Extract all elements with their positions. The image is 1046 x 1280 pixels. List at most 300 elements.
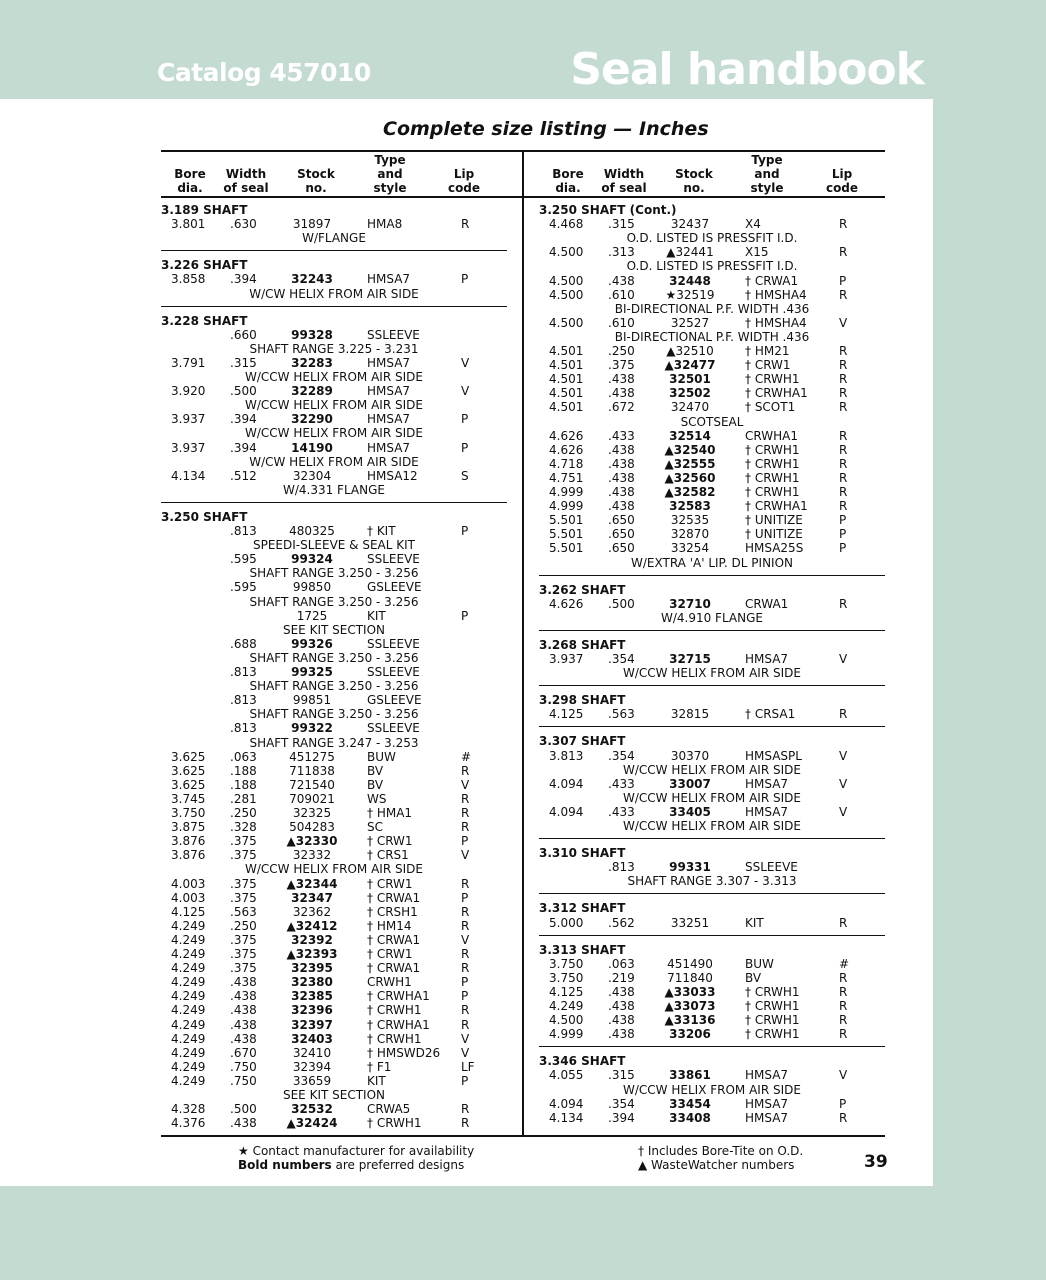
stock-number-cell: 32583 (669, 499, 711, 514)
row-note: W/4.331 FLANGE (282, 482, 385, 497)
bore-cell: 3.750 (171, 806, 206, 820)
width-cell: .433 (608, 804, 635, 819)
type-style-cell: HMSA7 (367, 412, 411, 427)
lip-code-cell: R (461, 1017, 470, 1032)
type-style-cell: CRWH1 (367, 975, 412, 990)
footnote-wastewatcher: ▲ WasteWatcher numbers (638, 1158, 795, 1172)
row-note: O.D. LISTED IS PRESSFIT I.D. (626, 259, 798, 274)
stock-number-cell: 32470 (670, 400, 710, 415)
bore-cell: 4.249 (171, 947, 206, 961)
width-cell: .438 (608, 999, 635, 1013)
stock-number-cell: 32437 (670, 217, 710, 232)
footnote-left (238, 1144, 474, 1172)
stock-number-cell: 32332 (292, 848, 332, 863)
width-cell: .438 (608, 984, 635, 999)
width-cell: .500 (608, 596, 635, 611)
width-cell: .563 (608, 707, 635, 722)
lip-code-cell: P (461, 834, 469, 849)
type-style-cell: † CRWHA1 (745, 499, 808, 514)
row-note: SHAFT RANGE 3.250 - 3.256 (249, 566, 419, 581)
type-style-cell: † CRWHA1 (367, 989, 430, 1004)
bore-cell: 4.626 (549, 596, 584, 611)
type-style-cell: KIT (367, 608, 386, 623)
lip-code-cell: P (839, 273, 847, 288)
lip-code-cell: R (461, 1116, 470, 1131)
stock-number-cell: 451490 (667, 956, 713, 971)
type-style-cell: HMSA7 (367, 272, 411, 287)
lip-code-cell: P (461, 412, 469, 427)
type-style-cell: SSLEEVE (367, 665, 420, 679)
type-style-cell: X4 (745, 217, 761, 232)
header-type-right: Type and style (750, 153, 784, 195)
width-cell: .219 (608, 970, 635, 985)
lip-code-cell: P (461, 272, 469, 287)
stock-number-cell: 32385 (291, 989, 333, 1004)
shaft-section-heading: 3.226 SHAFT (161, 258, 248, 273)
stock-number-cell: 32283 (291, 355, 333, 370)
bore-cell: 3.876 (171, 834, 206, 849)
section-rule (161, 502, 507, 503)
width-cell: .375 (608, 358, 635, 373)
stock-number-cell: 480325 (289, 524, 335, 538)
type-style-cell: † CRWH1 (745, 485, 800, 499)
width-cell: .438 (230, 1017, 257, 1032)
type-style-cell: BV (367, 777, 384, 792)
stock-number-cell: 711838 (289, 763, 335, 778)
width-cell: .063 (230, 749, 257, 764)
type-style-cell: HMSA7 (745, 652, 789, 666)
width-cell: .438 (230, 1031, 257, 1046)
width-cell: .281 (230, 791, 257, 806)
type-style-cell: † CRSA1 (745, 707, 796, 722)
row-note: BI-DIRECTIONAL P.F. WIDTH .436 (614, 301, 810, 316)
lip-code-cell: V (839, 776, 848, 791)
bore-cell: 4.249 (171, 975, 206, 990)
lip-code-cell: # (461, 749, 472, 764)
shaft-section-heading: 3.298 SHAFT (539, 693, 626, 708)
bore-cell: 4.125 (549, 707, 584, 722)
lip-code-cell: R (461, 904, 470, 919)
lip-code-cell: R (839, 499, 848, 514)
stock-number-cell: 33206 (669, 1027, 711, 1042)
row-note: SHAFT RANGE 3.250 - 3.256 (249, 707, 419, 722)
lip-code-cell: V (839, 652, 848, 666)
lip-code-cell: R (461, 820, 470, 835)
bore-cell: 4.055 (549, 1068, 584, 1083)
lip-code-cell: R (839, 372, 848, 387)
lip-code-cell: R (839, 358, 848, 373)
width-cell: .813 (230, 524, 257, 538)
lip-code-cell: P (461, 890, 469, 905)
bore-cell: 4.500 (549, 287, 584, 302)
bore-cell: 5.501 (549, 541, 584, 556)
stock-number-cell: 33254 (670, 541, 710, 556)
type-style-cell: † UNITIZE (745, 527, 803, 542)
width-cell: .750 (230, 1059, 257, 1074)
header-bore-right: Bore dia. (552, 167, 584, 195)
type-style-cell: GSLEEVE (367, 580, 422, 595)
header-width-right: Width of seal (601, 167, 647, 195)
header-lip-right: Lip code (825, 167, 859, 195)
width-cell: .438 (608, 1027, 635, 1042)
bore-cell: 4.094 (549, 776, 584, 791)
width-cell: .672 (608, 400, 635, 415)
section-rule (161, 250, 507, 251)
stock-number-cell: 32304 (292, 468, 332, 483)
stock-number-cell: 32815 (670, 707, 710, 722)
bore-cell: 3.920 (171, 384, 206, 399)
width-cell: .813 (230, 665, 257, 679)
lip-code-cell: V (461, 1031, 470, 1046)
stock-number-cell: ▲32441 (666, 245, 714, 260)
width-cell: .375 (230, 834, 257, 849)
footnote-bold-rest: are preferred designs (331, 1158, 465, 1172)
stock-number-cell: 33454 (669, 1096, 711, 1111)
type-style-cell: † CRWA1 (367, 932, 421, 947)
bore-cell: 4.249 (171, 1073, 206, 1088)
width-cell: .500 (230, 1102, 257, 1117)
type-style-cell: † HMSHA4 (745, 315, 807, 330)
width-cell: .438 (608, 372, 635, 387)
type-style-cell: GSLEEVE (367, 693, 422, 708)
lip-code-cell: V (839, 1068, 848, 1083)
section-rule (539, 935, 885, 936)
width-cell: .688 (230, 636, 257, 651)
stock-number-cell: ▲32582 (664, 485, 716, 499)
stock-number-cell: 32243 (291, 272, 333, 287)
lip-code-cell: R (839, 428, 848, 443)
stock-number-cell: 99331 (669, 860, 711, 875)
width-cell: .375 (230, 961, 257, 976)
lip-code-cell: # (839, 956, 850, 971)
bore-cell: 4.249 (171, 1059, 206, 1074)
row-note: W/CCW HELIX FROM AIR SIDE (623, 819, 801, 833)
footnote-availability: ★ Contact manufacturer for availability (238, 1144, 475, 1158)
bore-cell: 3.876 (171, 848, 206, 863)
type-style-cell: BV (367, 763, 384, 778)
stock-number-cell: 33251 (670, 915, 710, 930)
bore-cell: 5.501 (549, 527, 584, 542)
catalog-number: Catalog 457010 (157, 58, 371, 87)
section-rule (539, 726, 885, 727)
page-number: 39 (864, 1152, 888, 1172)
stock-number-cell: ▲32344 (286, 876, 338, 891)
lip-code-cell: R (839, 344, 848, 358)
column-divider (522, 150, 524, 1136)
type-style-cell: † HMSWD26 (367, 1045, 441, 1060)
stock-number-cell: 33861 (669, 1068, 711, 1083)
type-style-cell: † CRW1 (367, 947, 413, 961)
bore-cell: 4.249 (171, 918, 206, 933)
stock-number-cell: 451275 (289, 749, 335, 764)
width-cell: .438 (230, 989, 257, 1004)
lip-code-cell: R (461, 947, 470, 961)
type-style-cell: † CRWHA1 (367, 1017, 430, 1032)
bore-cell: 4.501 (549, 400, 584, 415)
stock-number-cell: 99850 (292, 580, 332, 595)
stock-number-cell: 32362 (292, 904, 332, 919)
handbook-title: Seal handbook (570, 44, 924, 95)
width-cell: .375 (230, 848, 257, 863)
lip-code-cell: V (461, 384, 470, 399)
type-style-cell: CRWA1 (745, 596, 789, 611)
lip-code-cell: R (461, 763, 470, 778)
bore-cell: 4.125 (171, 904, 206, 919)
bore-cell: 5.501 (549, 513, 584, 528)
width-cell: .375 (230, 947, 257, 961)
lip-code-cell: P (461, 524, 469, 538)
bore-cell: 4.468 (549, 217, 584, 232)
stock-number-cell: 32395 (291, 961, 333, 976)
type-style-cell: † CRWH1 (367, 1031, 422, 1046)
lip-code-cell: R (839, 287, 848, 302)
lip-code-cell: R (839, 442, 848, 457)
lip-code-cell: R (839, 386, 848, 401)
type-style-cell: HMSASPL (745, 748, 802, 763)
bore-cell: 4.249 (171, 989, 206, 1004)
bore-cell: 4.249 (549, 999, 584, 1013)
type-style-cell: † CRW1 (745, 358, 791, 373)
stock-number-cell: ★32519 (665, 287, 715, 302)
width-cell: .315 (230, 355, 257, 370)
stock-number-cell: 32410 (292, 1045, 332, 1060)
stock-number-cell: 32397 (291, 1017, 333, 1032)
section-rule (161, 306, 507, 307)
lip-code-cell: R (839, 707, 848, 722)
lip-code-cell: V (839, 315, 848, 330)
bore-cell: 4.125 (549, 984, 584, 999)
footnote-boretite: † Includes Bore-Tite on O.D. (638, 1144, 804, 1158)
bore-cell: 4.003 (171, 876, 206, 891)
bore-cell: 4.751 (549, 470, 584, 485)
width-cell: .610 (608, 315, 635, 330)
width-cell: .063 (608, 956, 635, 971)
width-cell: .630 (230, 217, 257, 232)
stock-number-cell: ▲33033 (664, 984, 716, 999)
lip-code-cell: R (839, 596, 848, 611)
stock-number-cell: 31897 (292, 217, 332, 232)
row-note: W/FLANGE (302, 231, 366, 246)
width-cell: .438 (608, 485, 635, 499)
width-cell: .354 (608, 652, 635, 666)
width-cell: .394 (608, 1110, 635, 1125)
bore-cell: 4.249 (171, 1003, 206, 1018)
width-cell: .660 (230, 327, 257, 342)
stock-number-cell: 99851 (292, 693, 332, 708)
lip-code-cell: R (839, 1110, 848, 1125)
width-cell: .438 (608, 499, 635, 514)
type-style-cell: † F1 (367, 1059, 392, 1074)
type-style-cell: BUW (745, 956, 774, 971)
lip-code-cell: R (461, 1003, 470, 1018)
bore-cell: 4.501 (549, 358, 584, 373)
type-style-cell: SSLEEVE (367, 721, 420, 736)
lip-code-cell: R (461, 217, 470, 232)
type-style-cell: † CRWA1 (745, 273, 799, 288)
lip-code-cell: R (839, 999, 848, 1013)
type-style-cell: † CRWH1 (745, 999, 800, 1013)
stock-number-cell: ▲32555 (664, 456, 716, 471)
lip-code-cell: P (839, 541, 847, 556)
width-cell: .438 (230, 1116, 257, 1131)
type-style-cell: X15 (745, 245, 769, 260)
section-rule (539, 838, 885, 839)
width-cell: .438 (608, 442, 635, 457)
shaft-section-heading: 3.307 SHAFT (539, 734, 626, 749)
bore-cell: 4.376 (171, 1116, 206, 1131)
lip-code-cell: S (461, 468, 469, 483)
row-note: SHAFT RANGE 3.250 - 3.256 (249, 679, 419, 694)
type-style-cell: SSLEEVE (367, 636, 420, 651)
type-style-cell: † CRWH1 (745, 1013, 800, 1028)
lip-code-cell: R (461, 1102, 470, 1117)
bore-cell: 4.134 (171, 468, 206, 483)
width-cell: .188 (230, 777, 257, 792)
row-note: W/CCW HELIX FROM AIR SIDE (623, 790, 801, 805)
row-note: SHAFT RANGE 3.250 - 3.256 (249, 650, 419, 665)
stock-number-cell: 14190 (291, 440, 333, 455)
stock-number-cell: 99322 (291, 721, 333, 736)
stock-number-cell: 32396 (291, 1003, 333, 1018)
width-cell: .394 (230, 440, 257, 455)
stock-number-cell: 32403 (291, 1031, 333, 1046)
width-cell: .813 (230, 721, 257, 736)
type-style-cell: † CRSH1 (367, 904, 418, 919)
stock-number-cell: 32870 (670, 527, 710, 542)
lip-code-cell: R (461, 791, 470, 806)
lip-code-cell: V (461, 1045, 470, 1060)
width-cell: .433 (608, 428, 635, 443)
stock-number-cell: 33408 (669, 1110, 711, 1125)
lip-code-cell: V (461, 848, 470, 863)
lip-code-cell: V (839, 804, 848, 819)
section-rule (539, 575, 885, 576)
lip-code-cell: V (461, 355, 470, 370)
type-style-cell: SSLEEVE (367, 552, 420, 567)
type-style-cell: HMSA7 (745, 1110, 789, 1125)
lip-code-cell: R (461, 961, 470, 976)
row-note: W/CCW HELIX FROM AIR SIDE (245, 426, 423, 441)
type-style-cell: † CRWH1 (745, 372, 800, 387)
shaft-section-heading: 3.346 SHAFT (539, 1054, 626, 1069)
type-style-cell: HMSA7 (367, 384, 411, 399)
row-note: W/CCW HELIX FROM AIR SIDE (245, 862, 423, 877)
type-style-cell: † CRWA1 (367, 890, 421, 905)
type-style-cell: HMA8 (367, 217, 403, 232)
type-style-cell: † CRWH1 (745, 442, 800, 457)
stock-number-cell: 32448 (669, 273, 711, 288)
lip-code-cell: R (839, 970, 848, 985)
bore-cell: 4.500 (549, 273, 584, 288)
width-cell: .433 (608, 776, 635, 791)
bore-cell: 4.249 (171, 1031, 206, 1046)
section-rule (539, 685, 885, 686)
lip-code-cell: P (461, 1073, 469, 1088)
type-style-cell: † HM14 (367, 918, 412, 933)
stock-number-cell: 32501 (669, 372, 711, 387)
lip-code-cell: P (461, 608, 469, 623)
header-type: Type and style (373, 153, 407, 195)
shaft-section-heading: 3.312 SHAFT (539, 901, 626, 916)
bore-cell: 4.249 (171, 1045, 206, 1060)
bore-cell: 3.625 (171, 777, 206, 792)
shaft-section-heading: 3.189 SHAFT (161, 203, 248, 217)
width-cell: .650 (608, 541, 635, 556)
type-style-cell: HMSA7 (745, 804, 789, 819)
row-note: SEE KIT SECTION (282, 1088, 386, 1102)
width-cell: .313 (608, 245, 635, 260)
bore-cell: 4.626 (549, 442, 584, 457)
bore-cell: 3.813 (549, 748, 584, 763)
lip-code-cell: P (461, 989, 469, 1004)
lip-code-cell: R (461, 806, 470, 820)
stock-number-cell: 99325 (291, 665, 333, 679)
bore-cell: 4.094 (549, 1096, 584, 1111)
width-cell: .500 (230, 384, 257, 399)
bore-cell: 3.858 (171, 272, 206, 287)
lip-code-cell: R (839, 915, 848, 930)
width-cell: .650 (608, 527, 635, 542)
stock-number-cell: 33405 (669, 804, 711, 819)
width-cell: .375 (230, 932, 257, 947)
stock-number-cell: 504283 (289, 820, 335, 835)
width-cell: .595 (230, 580, 257, 595)
bore-cell: 3.791 (171, 355, 206, 370)
lip-code-cell: R (461, 918, 470, 933)
type-style-cell: SSLEEVE (745, 860, 798, 875)
type-style-cell: † CRWH1 (745, 1027, 800, 1042)
bore-cell: 4.718 (549, 456, 584, 471)
type-style-cell: † HM21 (745, 344, 790, 358)
stock-number-cell: 1725 (296, 608, 328, 623)
type-style-cell: KIT (745, 915, 764, 930)
type-style-cell: † CRWHA1 (745, 386, 808, 401)
row-note: W/CW HELIX FROM AIR SIDE (249, 286, 419, 301)
bore-cell: 5.000 (549, 915, 584, 930)
stock-number-cell: ▲32540 (664, 442, 716, 457)
stock-number-cell: 32289 (291, 384, 333, 399)
bore-cell: 3.875 (171, 820, 206, 835)
width-cell: .438 (608, 456, 635, 471)
bore-cell: 3.745 (171, 791, 206, 806)
type-style-cell: † CRW1 (367, 834, 413, 849)
width-cell: .394 (230, 272, 257, 287)
type-style-cell: † CRS1 (367, 848, 409, 863)
row-note: SEE KIT SECTION (282, 622, 386, 637)
shaft-section-heading: 3.228 SHAFT (161, 313, 248, 328)
type-style-cell: † HMA1 (367, 806, 413, 820)
lip-code-cell: R (839, 485, 848, 499)
row-note: W/CCW HELIX FROM AIR SIDE (245, 398, 423, 413)
lip-code-cell: P (839, 513, 847, 528)
width-cell: .394 (230, 412, 257, 427)
width-cell: .438 (608, 386, 635, 401)
header-width: Width of seal (223, 167, 269, 195)
width-cell: .813 (608, 860, 635, 875)
bore-cell: 4.003 (171, 890, 206, 905)
lip-code-cell: R (839, 400, 848, 415)
bore-cell: 3.625 (171, 763, 206, 778)
lip-code-cell: P (839, 1096, 847, 1111)
stock-number-cell: 30370 (670, 748, 710, 763)
type-style-cell: † CRWH1 (745, 984, 800, 999)
lip-code-cell: P (839, 527, 847, 542)
type-style-cell: † CRWH1 (745, 470, 800, 485)
stock-number-cell: 32532 (291, 1102, 333, 1117)
stock-number-cell: ▲32412 (286, 918, 338, 933)
row-note: SCOTSEAL (680, 414, 744, 429)
row-note: W/CCW HELIX FROM AIR SIDE (245, 370, 423, 384)
